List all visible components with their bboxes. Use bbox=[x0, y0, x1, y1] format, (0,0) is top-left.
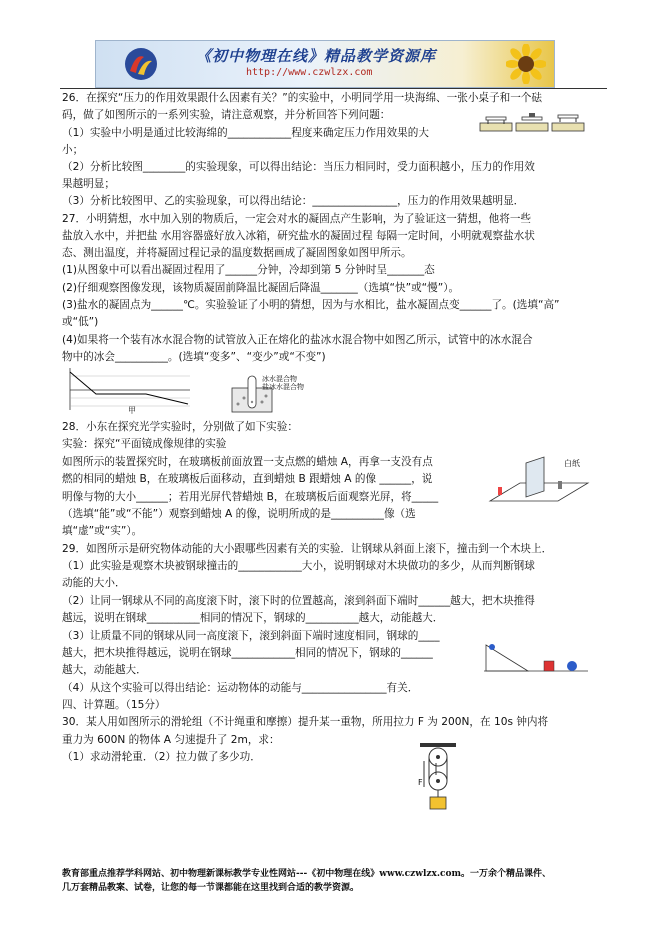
q27-line-4: (1)从图象中可以看出凝固过程用了______分钟，冷却到第 5 分钟时呈_______态 bbox=[62, 264, 435, 276]
q28-line-6: （选填“能”或“不能”）观察到蜡烛 A 的像，说明所成的是__________像（选 bbox=[62, 508, 416, 520]
q27-figure-caption: 甲 bbox=[128, 406, 136, 415]
footer-line-1: 教育部重点推荐学科网站、初中物理新课标教学专业性网站---《初中物理在线》www.czwlzx.com。一万余个精品课件、 bbox=[62, 869, 552, 879]
q27-line-7: 或“低”) bbox=[62, 316, 99, 328]
footer-line-2: 几万套精品教案、试卷，让您的每一节课都能在这里找到合适的教学资源。 bbox=[62, 883, 360, 893]
q29-line-6: （3）让质量不同的钢球从同一高度滚下，滚到斜面下端时速度相同，钢球的____ bbox=[62, 630, 440, 642]
q28-line-3: 如图所示的装置探究时，在玻璃板前面放置一支点燃的蜡烛 A，再拿一支没有点 bbox=[62, 456, 433, 468]
q29-ramp-figure bbox=[484, 641, 588, 673]
section-four-heading: 四、计算题。（15分） bbox=[62, 699, 166, 711]
q30-force-label: F bbox=[418, 778, 423, 787]
q26-line-1: 26．在探究“压力的作用效果跟什么因素有关？”的实验中，小明同学用一块海绵、一张小桌子和一个砝 bbox=[62, 92, 542, 104]
q30-line-2: 重力为 600N 的物体 A 匀速提升了 2m，求： bbox=[62, 734, 280, 746]
q29-line-8: 越大，动能越大． bbox=[62, 664, 147, 676]
q29-line-5: 越远，说明在钢球__________相同的情况下，钢球的__________越大，动能越大． bbox=[62, 612, 444, 624]
q27-line-5: (2)仔细观察图像发现，该物质凝固前降温比凝固后降温_______（选填“快”或“慢”）。 bbox=[62, 282, 460, 294]
site-logo-icon bbox=[124, 47, 158, 81]
banner-title: 《初中物理在线》精品教学资源库 bbox=[196, 47, 437, 65]
q27-line-6: (3)盐水的凝固点为______℃。实验验证了小明的猜想，因为与水相比，盐水凝固点变______了。(选填“高” bbox=[62, 299, 560, 311]
q30-line-1: 30．某人用如图所示的滑轮组（不计绳重和摩擦）提升某一重物，所用拉力 F 为 200N，在 10s 钟内将 bbox=[62, 716, 549, 728]
q29-line-7: 越大，把木块推得越远，说明在钢球____________相同的情况下，钢球的______ bbox=[62, 647, 433, 659]
header-banner bbox=[95, 40, 555, 88]
q28-white-paper-label: 白纸 bbox=[564, 459, 580, 468]
q29-line-1: 29．如图所示是研究物体动能的大小跟哪些因素有关的实验．让钢球从斜面上滚下，撞击到一个木块上． bbox=[62, 543, 553, 555]
q29-line-2: （1）此实验是观察木块被钢球撞击的____________大小，说明钢球对木块做功的多少，从而判断钢球 bbox=[62, 560, 535, 572]
q26-line-3: （1）实验中小明是通过比较海绵的____________程度来确定压力作用效果的大 bbox=[62, 127, 429, 139]
q27-line-3: 态、测出温度，并将凝固过程记录的温度数据画成了凝固图象如图甲所示。 bbox=[62, 247, 412, 259]
q27-label-ice-water: 冰水混合物 bbox=[262, 375, 297, 383]
q28-line-2: 实验：探究“平面镜成像规律的实验 bbox=[62, 438, 227, 450]
banner-url: http://www.czwlzx.com bbox=[246, 67, 373, 78]
header-rule bbox=[60, 88, 607, 89]
sunflower-icon bbox=[506, 44, 546, 84]
q29-line-4: （2）让同一钢球从不同的高度滚下时，滚下时的位置越高，滚到斜面下端时______越大，把木块推得 bbox=[62, 595, 535, 607]
q26-line-2: 码，做了如图所示的一系列实验，请注意观察，并分析回答下列问题： bbox=[62, 109, 391, 121]
q29-line-3: 动能的大小． bbox=[62, 577, 126, 589]
q26-line-6: 果越明显； bbox=[62, 178, 115, 190]
q28-line-4: 燃的相同的蜡烛 B，在玻璃板后面移动，直到蜡烛 B 跟蜡烛 A 的像 ______，说 bbox=[62, 473, 433, 485]
q26-line-4: 小； bbox=[62, 144, 84, 156]
q30-line-3: （1）求动滑轮重．（2）拉力做了多少功． bbox=[62, 751, 261, 763]
q26-sponge-figure bbox=[478, 113, 588, 133]
q28-line-5: 明像与物的大小______；若用光屏代替蜡烛 B，在玻璃板后面观察光屏，将_____ bbox=[62, 491, 439, 503]
q26-line-5: （2）分析比较图________的实验现象，可以得出结论：当压力相同时，受力面积越小，压力的作用效 bbox=[62, 161, 535, 173]
q27-line-1: 27．小明猜想，水中加入别的物质后，一定会对水的凝固点产生影响，为了验证这一猜想，他将一些 bbox=[62, 213, 532, 225]
q26-line-7: （3）分析比较图甲、乙的实验现象，可以得出结论：________________，压力的作用效果越明显． bbox=[62, 195, 525, 207]
q27-line-9: 物中的冰会__________。(选填“变多”、“变少”或“不变”) bbox=[62, 351, 326, 363]
q28-line-1: 28．小东在探究光学实验时，分别做了如下实验： bbox=[62, 421, 298, 433]
q27-line-8: (4)如果将一个装有冰水混合物的试管放入正在熔化的盐冰水混合物中如图乙所示，试管中的冰水混合 bbox=[62, 334, 533, 346]
q27-label-salt-ice-water: 盐冰水混合物 bbox=[262, 383, 304, 391]
q27-line-2: 盐放入水中，并把盐 水用容器盛好放入冰箱，研究盐水的凝固过程 每隔一定时间，小明就观察盐水状 bbox=[62, 230, 535, 242]
q29-line-9: （4）从这个实验可以得出结论：运动物体的动能与________________有关． bbox=[62, 682, 419, 694]
q28-line-7: 填“虚”或“实”）。 bbox=[62, 525, 143, 537]
